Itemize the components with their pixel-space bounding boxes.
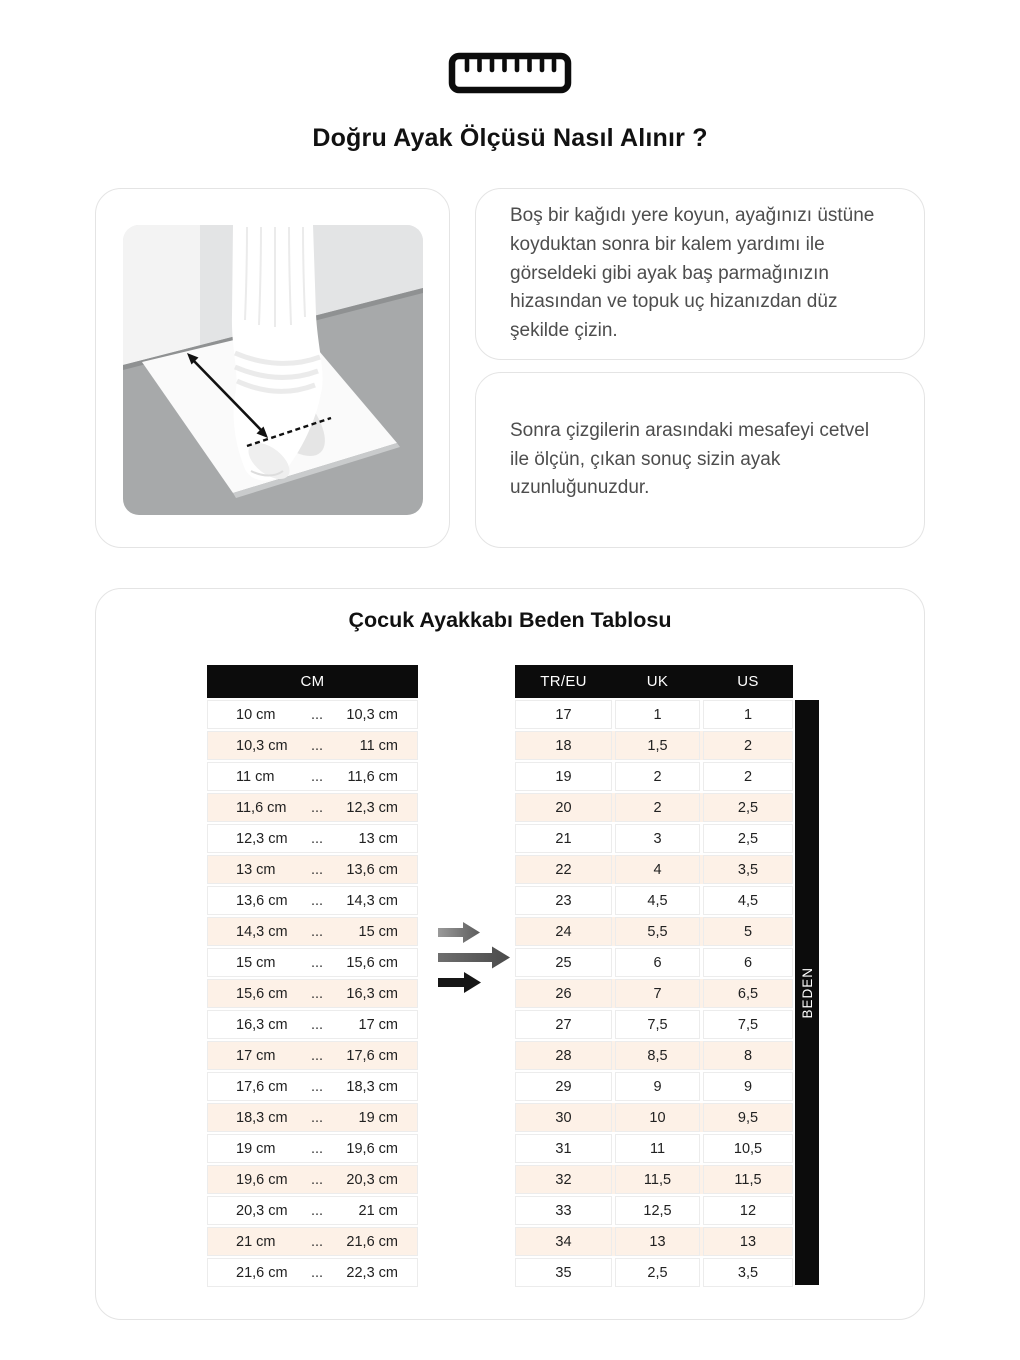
cm-cell-from: 10,3 cm: [236, 737, 288, 754]
size-cell-uk: 2: [615, 762, 700, 791]
size-table-row: [515, 1165, 793, 1194]
cm-cell-to: 15,6 cm: [346, 954, 398, 971]
size-cell-us: 1: [703, 700, 793, 729]
size-cell-us: 8: [703, 1041, 793, 1070]
size-cell-treu: 30: [515, 1103, 612, 1132]
cm-cell-dots: ...: [310, 861, 324, 878]
size-cell-uk: 2: [615, 793, 700, 822]
size-table-row: [515, 731, 793, 760]
cm-cell-from: 18,3 cm: [236, 1109, 288, 1126]
size-table-header-uk: UK: [646, 673, 669, 690]
cm-cell-from: 21 cm: [236, 1233, 276, 1250]
cm-cell-dots: ...: [310, 830, 324, 847]
cm-cell-from: 10 cm: [236, 706, 276, 723]
size-table-row: [515, 1258, 793, 1287]
cm-table-row: [207, 1103, 418, 1132]
size-cell-us: 9,5: [703, 1103, 793, 1132]
cm-cell-to: 13,6 cm: [346, 861, 398, 878]
cm-table-row: [207, 1258, 418, 1287]
size-cell-us: 9: [703, 1072, 793, 1101]
cm-cell-from: 16,3 cm: [236, 1016, 288, 1033]
cm-cell-to: 11 cm: [359, 737, 398, 754]
size-table-row: [515, 855, 793, 884]
size-table-body: [515, 700, 793, 1287]
cm-cell-dots: ...: [310, 1016, 324, 1033]
size-conversion-table: [515, 665, 793, 1287]
size-cell-us: 2,5: [703, 793, 793, 822]
cm-cell-dots: ...: [310, 1171, 324, 1188]
size-table-row: [515, 793, 793, 822]
cm-table-body: [207, 700, 418, 1287]
cm-table-row: [207, 1072, 418, 1101]
size-cell-treu: 31: [515, 1134, 612, 1163]
size-cell-us: 7,5: [703, 1010, 793, 1039]
size-table-row: [515, 1041, 793, 1070]
cm-cell-from: 11 cm: [236, 768, 275, 785]
cm-table-row: [207, 1165, 418, 1194]
size-table-row: [515, 1134, 793, 1163]
size-table-row: [515, 1072, 793, 1101]
size-cell-uk: 5,5: [615, 917, 700, 946]
size-cell-treu: 23: [515, 886, 612, 915]
size-cell-treu: 18: [515, 731, 612, 760]
foot-photo-illustration: [123, 225, 423, 515]
size-cell-treu: 35: [515, 1258, 612, 1287]
cm-cell-to: 13 cm: [358, 830, 398, 847]
cm-table-row: [207, 855, 418, 884]
page-title: Doğru Ayak Ölçüsü Nasıl Alınır ?: [312, 124, 708, 152]
foot-measure-image-card: [95, 188, 450, 548]
size-cell-uk: 4: [615, 855, 700, 884]
cm-table-row: [207, 1041, 418, 1070]
instruction-step-1-text: Boş bir kağıdı yere koyun, ayağınızı üstüne koyduktan sonra bir kalem yardımı ile görseldeki gibi ayak baş parmağınızın hizasından ve topuk uç hizanızdan düz şekilde çizin.: [510, 204, 875, 342]
cm-cell-from: 15,6 cm: [236, 985, 288, 1002]
size-cell-us: 2: [703, 731, 793, 760]
cm-table-row: [207, 762, 418, 791]
cm-cell-from: 14,3 cm: [236, 923, 288, 940]
cm-cell-from: 21,6 cm: [236, 1264, 288, 1281]
cm-cell-to: 17,6 cm: [346, 1047, 398, 1064]
size-cell-treu: 33: [515, 1196, 612, 1225]
cm-cell-dots: ...: [310, 1078, 324, 1095]
cm-cell-to: 12,3 cm: [346, 799, 398, 816]
ruler-icon: [0, 52, 1020, 94]
instruction-step-2-text: Sonra çizgilerin arasındaki mesafeyi cetvel ile ölçün, çıkan sonuç sizin ayak uzunluğunuzdur.: [510, 419, 870, 499]
cm-table-row: [207, 700, 418, 729]
cm-cell-from: 19,6 cm: [236, 1171, 288, 1188]
size-cell-treu: 25: [515, 948, 612, 977]
cm-cell-dots: ...: [310, 768, 324, 785]
cm-cell-to: 21 cm: [358, 1202, 398, 1219]
size-cell-uk: 7,5: [615, 1010, 700, 1039]
size-table-header: [515, 665, 793, 698]
cm-cell-to: 20,3 cm: [346, 1171, 398, 1188]
size-cell-us: 5: [703, 917, 793, 946]
instruction-card-2: [475, 372, 925, 548]
size-cell-treu: 34: [515, 1227, 612, 1256]
size-table-row: [515, 1010, 793, 1039]
size-table-row: [515, 979, 793, 1008]
cm-cell-from: 11,6 cm: [236, 799, 287, 816]
cm-cell-from: 13 cm: [236, 861, 276, 878]
size-table-title: Çocuk Ayakkabı Beden Tablosu: [348, 608, 672, 632]
cm-cell-dots: ...: [310, 799, 324, 816]
cm-cell-dots: ...: [310, 706, 324, 723]
size-cell-uk: 2,5: [615, 1258, 700, 1287]
size-table-row: [515, 886, 793, 915]
cm-cell-to: 19,6 cm: [346, 1140, 398, 1157]
cm-cell-dots: ...: [310, 1233, 324, 1250]
cm-cell-dots: ...: [310, 1047, 324, 1064]
size-table-row: [515, 948, 793, 977]
size-table-row: [515, 917, 793, 946]
foot-measurement-photo: [123, 225, 423, 515]
beden-side-label-text: BEDEN: [799, 966, 815, 1019]
cm-table: [207, 665, 418, 1287]
cm-cell-dots: ...: [310, 923, 324, 940]
size-cell-us: 6: [703, 948, 793, 977]
size-cell-uk: 9: [615, 1072, 700, 1101]
cm-table-row: [207, 886, 418, 915]
size-cell-treu: 19: [515, 762, 612, 791]
cm-table-row: [207, 948, 418, 977]
size-cell-us: 10,5: [703, 1134, 793, 1163]
size-cell-uk: 3: [615, 824, 700, 853]
size-cell-uk: 12,5: [615, 1196, 700, 1225]
ruler-icon-svg: [448, 52, 572, 94]
size-table-header-treu: TR/EU: [540, 673, 587, 690]
cm-cell-dots: ...: [310, 1140, 324, 1157]
size-cell-treu: 20: [515, 793, 612, 822]
cm-cell-to: 14,3 cm: [346, 892, 398, 909]
size-cell-uk: 1,5: [615, 731, 700, 760]
cm-cell-dots: ...: [310, 1109, 324, 1126]
cm-cell-to: 19 cm: [358, 1109, 398, 1126]
size-table-row: [515, 762, 793, 791]
cm-cell-to: 15 cm: [358, 923, 398, 940]
cm-cell-dots: ...: [310, 1264, 324, 1281]
size-cell-treu: 17: [515, 700, 612, 729]
conversion-arrows-icon: [437, 918, 513, 996]
size-cell-uk: 6: [615, 948, 700, 977]
cm-cell-to: 18,3 cm: [346, 1078, 398, 1095]
cm-cell-dots: ...: [310, 985, 324, 1002]
size-cell-us: 3,5: [703, 855, 793, 884]
cm-table-row: [207, 979, 418, 1008]
cm-cell-from: 12,3 cm: [236, 830, 288, 847]
instruction-card-1: [475, 188, 925, 360]
cm-cell-dots: ...: [310, 737, 324, 754]
cm-cell-from: 17,6 cm: [236, 1078, 288, 1095]
cm-cell-from: 19 cm: [236, 1140, 276, 1157]
size-table-header-us: US: [737, 673, 759, 690]
size-cell-uk: 1: [615, 700, 700, 729]
cm-cell-to: 10,3 cm: [346, 706, 398, 723]
size-cell-treu: 29: [515, 1072, 612, 1101]
beden-side-label: [795, 700, 819, 1285]
cm-cell-from: 17 cm: [236, 1047, 276, 1064]
size-cell-treu: 27: [515, 1010, 612, 1039]
cm-cell-to: 17 cm: [358, 1016, 398, 1033]
cm-cell-to: 21,6 cm: [346, 1233, 398, 1250]
cm-table-row: [207, 1227, 418, 1256]
size-cell-treu: 26: [515, 979, 612, 1008]
cm-table-row: [207, 793, 418, 822]
cm-cell-from: 20,3 cm: [236, 1202, 288, 1219]
size-cell-us: 13: [703, 1227, 793, 1256]
cm-cell-to: 16,3 cm: [346, 985, 398, 1002]
size-cell-treu: 22: [515, 855, 612, 884]
size-cell-uk: 4,5: [615, 886, 700, 915]
size-cell-uk: 7: [615, 979, 700, 1008]
size-cell-us: 11,5: [703, 1165, 793, 1194]
cm-cell-dots: ...: [310, 954, 324, 971]
size-cell-us: 6,5: [703, 979, 793, 1008]
size-table-row: [515, 700, 793, 729]
cm-table-row: [207, 1134, 418, 1163]
size-cell-uk: 11: [615, 1134, 700, 1163]
size-table-row: [515, 824, 793, 853]
size-table-row: [515, 1103, 793, 1132]
size-cell-us: 3,5: [703, 1258, 793, 1287]
cm-cell-dots: ...: [310, 1202, 324, 1219]
size-cell-treu: 24: [515, 917, 612, 946]
size-cell-uk: 11,5: [615, 1165, 700, 1194]
cm-table-row: [207, 917, 418, 946]
cm-cell-from: 15 cm: [236, 954, 276, 971]
size-table-row: [515, 1196, 793, 1225]
size-cell-us: 12: [703, 1196, 793, 1225]
cm-table-header: CM: [207, 665, 418, 698]
cm-cell-from: 13,6 cm: [236, 892, 288, 909]
size-cell-uk: 10: [615, 1103, 700, 1132]
size-cell-us: 2,5: [703, 824, 793, 853]
size-cell-us: 4,5: [703, 886, 793, 915]
size-cell-uk: 13: [615, 1227, 700, 1256]
cm-cell-to: 22,3 cm: [346, 1264, 398, 1281]
size-cell-treu: 21: [515, 824, 612, 853]
size-cell-us: 2: [703, 762, 793, 791]
size-cell-uk: 8,5: [615, 1041, 700, 1070]
cm-table-row: [207, 1196, 418, 1225]
cm-table-row: [207, 1010, 418, 1039]
cm-cell-dots: ...: [310, 892, 324, 909]
cm-table-row: [207, 731, 418, 760]
cm-table-row: [207, 824, 418, 853]
cm-cell-to: 11,6 cm: [347, 768, 398, 785]
size-cell-treu: 32: [515, 1165, 612, 1194]
size-table-row: [515, 1227, 793, 1256]
size-cell-treu: 28: [515, 1041, 612, 1070]
